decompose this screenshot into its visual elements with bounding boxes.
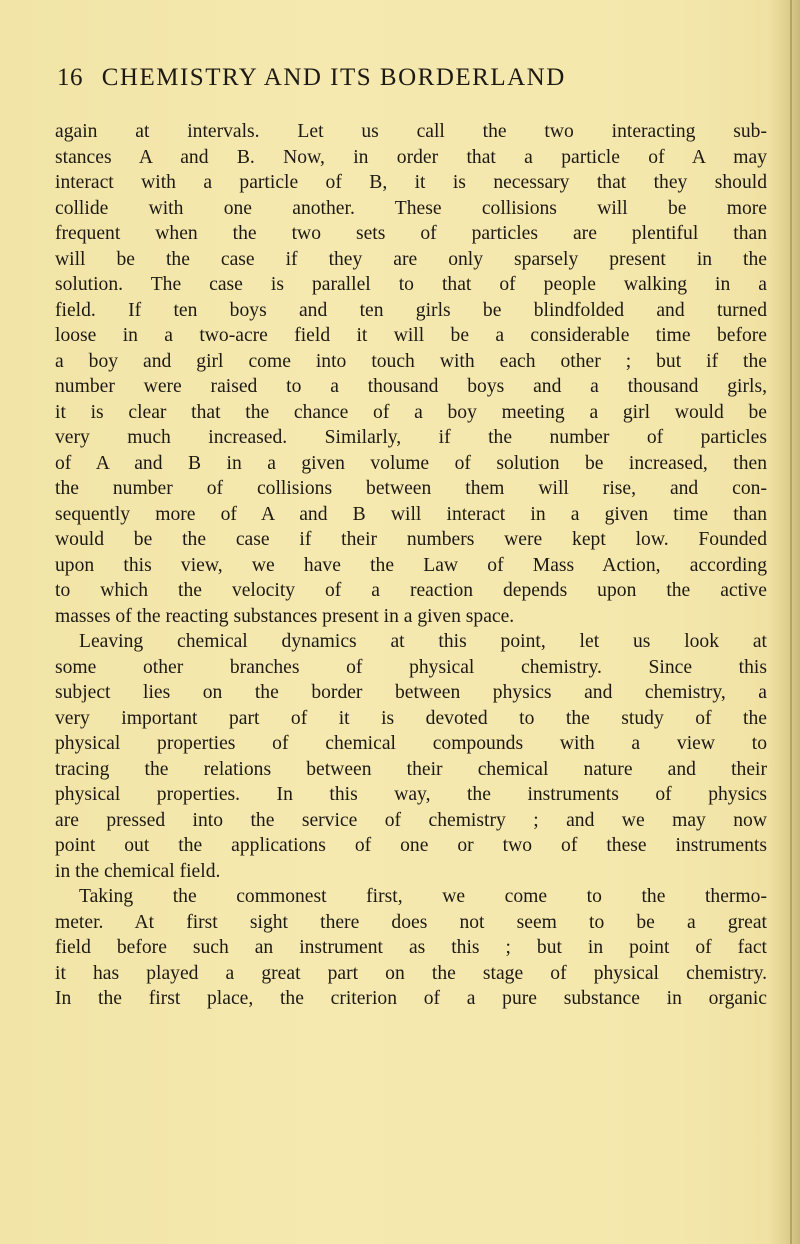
text-line: masses of the reacting substances present in a given space.: [55, 605, 515, 627]
text-line: sequently more of A and B will interact in a given time than: [55, 503, 767, 525]
running-head: [57, 64, 737, 100]
paragraph-start-line: Taking the commonest first, we come to the thermo-: [79, 886, 767, 907]
text-line: of A and B in a given volume of solution be increased, then: [55, 452, 767, 474]
text-line: it has played a great part on the stage of physical chemistry.: [55, 962, 767, 984]
text-line: in the chemical field.: [55, 860, 221, 882]
page-edge-shadow: [768, 0, 800, 1244]
text-line: subject lies on the border between physics and chemistry, a: [55, 682, 767, 703]
text-line: it is clear that the chance of a boy meeting a girl would be: [55, 401, 767, 423]
text-line: to which the velocity of a reaction depends upon the active: [55, 580, 767, 601]
text-line: meter. At first sight there does not seem to be a great: [55, 911, 767, 933]
text-line: collide with one another. These collisions will be more: [55, 197, 767, 219]
text-line: field before such an instrument as this ; but in point of fact: [55, 937, 767, 958]
text-line: stances A and B. Now, in order that a particle of A may: [55, 146, 767, 168]
text-line: would be the case if their numbers were kept low. Founded: [55, 529, 767, 550]
text-line: solution. The case is parallel to that of people walking in a: [55, 274, 767, 295]
text-line: upon this view, we have the Law of Mass Action, according: [55, 554, 767, 576]
text-line: will be the case if they are only sparsely present in the: [55, 248, 767, 270]
text-line: point out the applications of one or two of these instruments: [55, 835, 767, 856]
text-line: interact with a particle of B, it is necessary that they should: [55, 172, 767, 193]
text-line: physical properties of chemical compounds with a view to: [55, 733, 767, 754]
text-line: are pressed into the service of chemistry ; and we may now: [55, 809, 767, 831]
text-line: a boy and girl come into touch with each other ; but if the: [55, 350, 767, 372]
text-line: field. If ten boys and ten girls be blindfolded and turned: [55, 299, 767, 321]
text-line: physical properties. In this way, the instruments of physics: [55, 784, 767, 805]
text-line: very important part of it is devoted to the study of the: [55, 707, 767, 729]
text-line: the number of collisions between them will rise, and con-: [55, 478, 767, 499]
running-title: CHEMISTRY AND ITS BORDERLAND: [101, 64, 566, 91]
page-number: 16: [57, 64, 83, 91]
text-line: number were raised to a thousand boys and a thousand girls,: [55, 376, 767, 397]
text-line: frequent when the two sets of particles are plentiful than: [55, 223, 767, 244]
body-text: [55, 119, 767, 1012]
text-line: loose in a two-acre field it will be a considerable time before: [55, 325, 767, 346]
page-edge-line: [790, 0, 792, 1244]
paragraph-start-line: Leaving chemical dynamics at this point, let us look at: [79, 631, 767, 652]
text-line: some other branches of physical chemistry. Since this: [55, 656, 767, 678]
text-line: tracing the relations between their chemical nature and their: [55, 758, 767, 780]
text-line: very much increased. Similarly, if the number of particles: [55, 427, 767, 448]
text-line: In the first place, the criterion of a pure substance in organic: [55, 988, 767, 1009]
text-line: again at intervals. Let us call the two interacting sub-: [55, 121, 767, 142]
